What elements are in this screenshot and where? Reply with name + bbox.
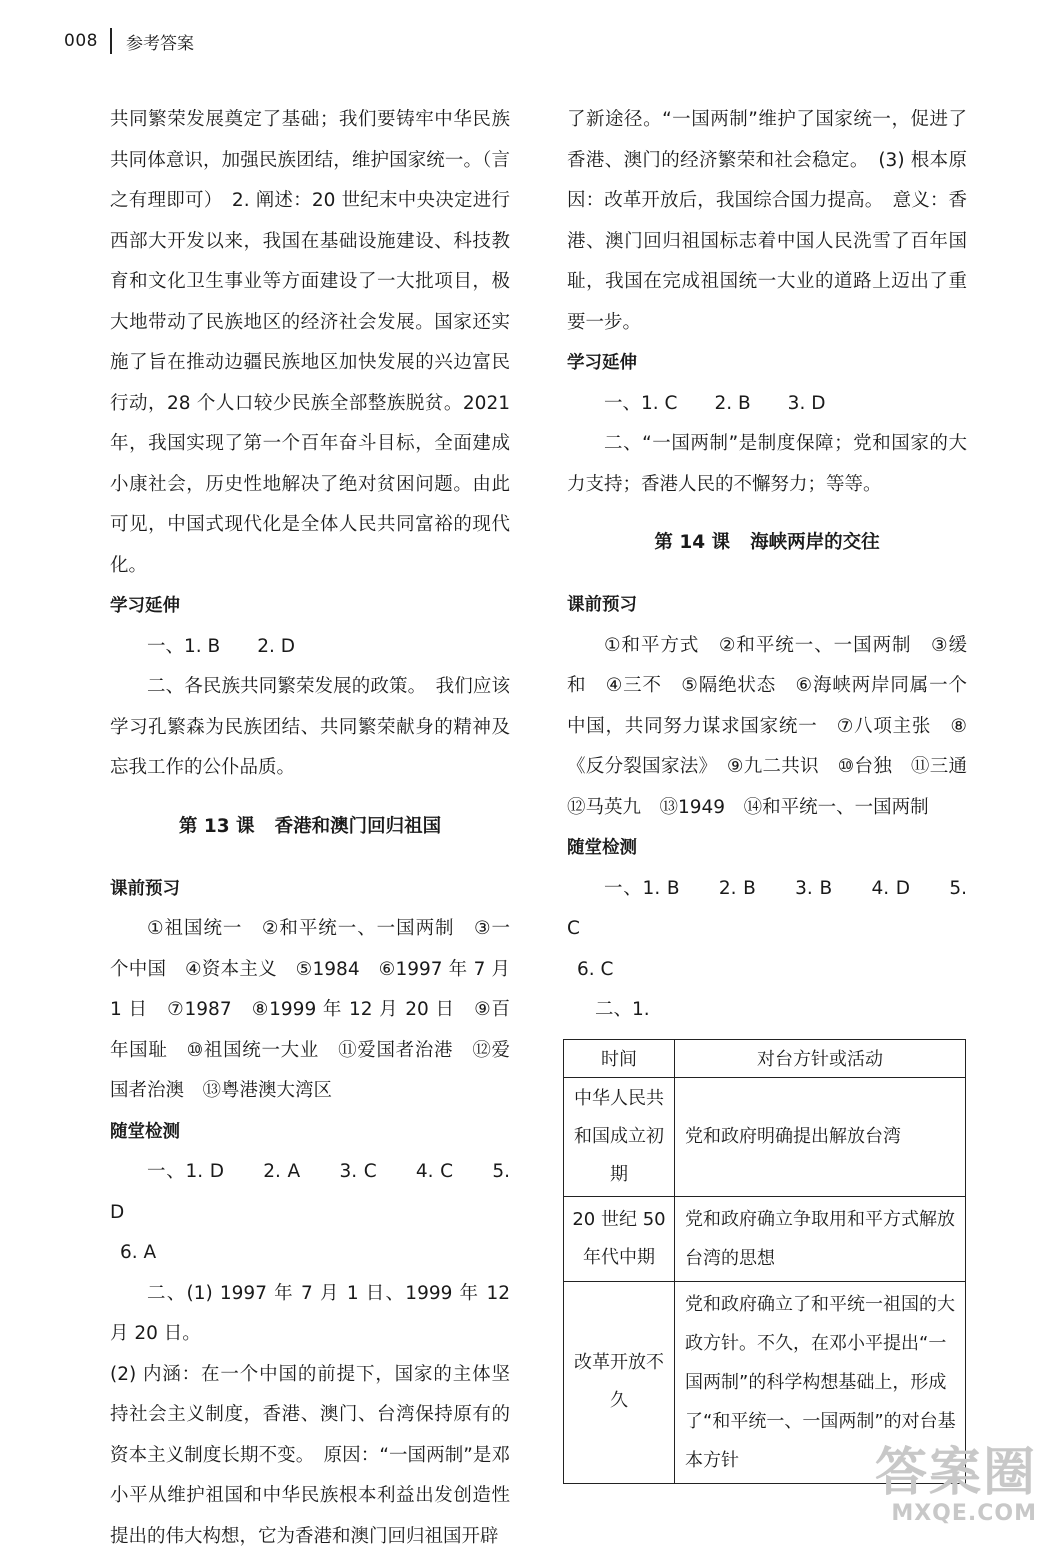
answer-choice-line: 一、1. D 2. A 3. C 4. C 5. D <box>110 1152 510 1233</box>
table-cell-policy: 党和政府确立争取用和平方式解放台湾的思想 <box>675 1196 966 1281</box>
lesson-title: 海峡两岸的交往 <box>750 532 880 553</box>
lesson-13-title <box>110 807 510 847</box>
left-column <box>110 100 510 1557</box>
section-heading-keqian-yuxi: 课前预习 <box>567 585 967 626</box>
table-header-time: 时间 <box>564 1039 675 1077</box>
answer-choice-line-2: 6. A <box>110 1233 510 1274</box>
table-row <box>564 1196 966 1281</box>
table-row <box>564 1077 966 1196</box>
lesson-title: 香港和澳门回归祖国 <box>275 816 442 837</box>
paragraph-continued: 共同繁荣发展奠定了基础；我们要铸牢中华民族共同体意识，加强民族团结，维护国家统一。（言之有理即可） 2. 阐述：20 世纪末中央决定进行西部大开发以来，我国在基础设施建设、科技教育和文化卫生事业等方面建设了一大批项目，极大地带动了民族地区的经济社会发展。国家还实施了旨在推动边疆民族地区加快发展的兴边富民行动，28 个人口较少民族全部整族脱贫。2021 年，我国实现了第一个百年奋斗目标，全面建成小康社会，历史性地解决了绝对贫困问题。由此可见，中国式现代化是全体人民共同富裕的现代化。 <box>110 100 510 586</box>
section-heading-suitang-jiance: 随堂检测 <box>110 1112 510 1153</box>
answer-text: 二、(1) 1997 年 7 月 1 日、1999 年 12 月 20 日。 <box>110 1274 510 1355</box>
section-heading-suitang-jiance: 随堂检测 <box>567 828 967 869</box>
header-title: 参考答案 <box>126 29 194 54</box>
watermark-logo-text: 答案圈 <box>875 1445 1037 1501</box>
table-cell-policy: 党和政府明确提出解放台湾 <box>675 1077 966 1196</box>
table-header-policy: 对台方针或活动 <box>675 1039 966 1077</box>
page-number: 008 <box>64 31 98 51</box>
answer-text: 二、各民族共同繁荣发展的政策。 我们应该学习孔繁森为民族团结、共同繁荣献身的精神及忘我工作的公仆品质。 <box>110 667 510 789</box>
answer-choice-line: 一、1. B 2. B 3. B 4. D 5. C <box>567 869 967 950</box>
page-header <box>64 28 194 54</box>
answer-text: (2) 内涵：在一个中国的前提下，国家的主体坚持社会主义制度，香港、澳门、台湾保持原有的资本主义制度长期不变。 原因：“一国两制”是邓小平从维护祖国和中华民族根本利益出发创造性提出的伟大构想，它为香港和澳门回归祖国开辟 <box>110 1355 510 1557</box>
answer-choice-line-2: 6. C <box>567 950 967 991</box>
lesson-number: 第 14 课 <box>654 532 730 553</box>
answer-choice-line: 一、1. C 2. B 3. D <box>567 384 967 425</box>
lesson-number: 第 13 课 <box>179 816 255 837</box>
table-header-row <box>564 1039 966 1077</box>
paragraph-continued: 了新途径。“一国两制”维护了国家统一，促进了香港、澳门的经济繁荣和社会稳定。 (3) 根本原因：改革开放后，我国综合国力提高。 意义：香港、澳门回归祖国标志着中国人民洗雪了百年国耻，我国在完成祖国统一大业的道路上迈出了重要一步。 <box>567 100 967 343</box>
taiwan-policy-table <box>563 1039 966 1484</box>
watermark-url: MXQE.COM <box>875 1501 1037 1526</box>
right-column <box>567 100 967 1484</box>
table-cell-time: 改革开放不久 <box>564 1281 675 1483</box>
table-cell-time: 中华人民共和国成立初期 <box>564 1077 675 1196</box>
header-divider <box>110 28 112 54</box>
section-heading-xuexi-yanshen: 学习延伸 <box>110 586 510 627</box>
answer-text: 二、“一国两制”是制度保障；党和国家的大力支持；香港人民的不懈努力；等等。 <box>567 424 967 505</box>
table-cell-policy: 党和政府确立了和平统一祖国的大政方针。不久，在邓小平提出“一国两制”的科学构想基础上，形成了“和平统一、一国两制”的对台基本方针 <box>675 1281 966 1483</box>
watermark <box>875 1445 1037 1526</box>
preview-answers: ①和平方式 ②和平统一、一国两制 ③缓和 ④三不 ⑤隔绝状态 ⑥海峡两岸同属一个中国，共同努力谋求国家统一 ⑦八项主张 ⑧《反分裂国家法》 ⑨九二共识 ⑩台独 ⑪三通 ⑫马英九 ⑬1949 ⑭和平统一、一国两制 <box>567 626 967 829</box>
lesson-14-title <box>567 523 967 563</box>
table-cell-time: 20 世纪 50 年代中期 <box>564 1196 675 1281</box>
section-heading-xuexi-yanshen: 学习延伸 <box>567 343 967 384</box>
preview-answers: ①祖国统一 ②和平统一、一国两制 ③一个中国 ④资本主义 ⑤1984 ⑥1997 年 7 月 1 日 ⑦1987 ⑧1999 年 12 月 20 日 ⑨百年国耻 ⑩祖国统一大业 ⑪爱国者治港 ⑫爱国者治澳 ⑬粤港澳大湾区 <box>110 909 510 1112</box>
answer-choice-line: 一、1. B 2. D <box>110 627 510 668</box>
section-heading-keqian-yuxi: 课前预习 <box>110 869 510 910</box>
answer-label: 二、1. <box>567 990 967 1031</box>
